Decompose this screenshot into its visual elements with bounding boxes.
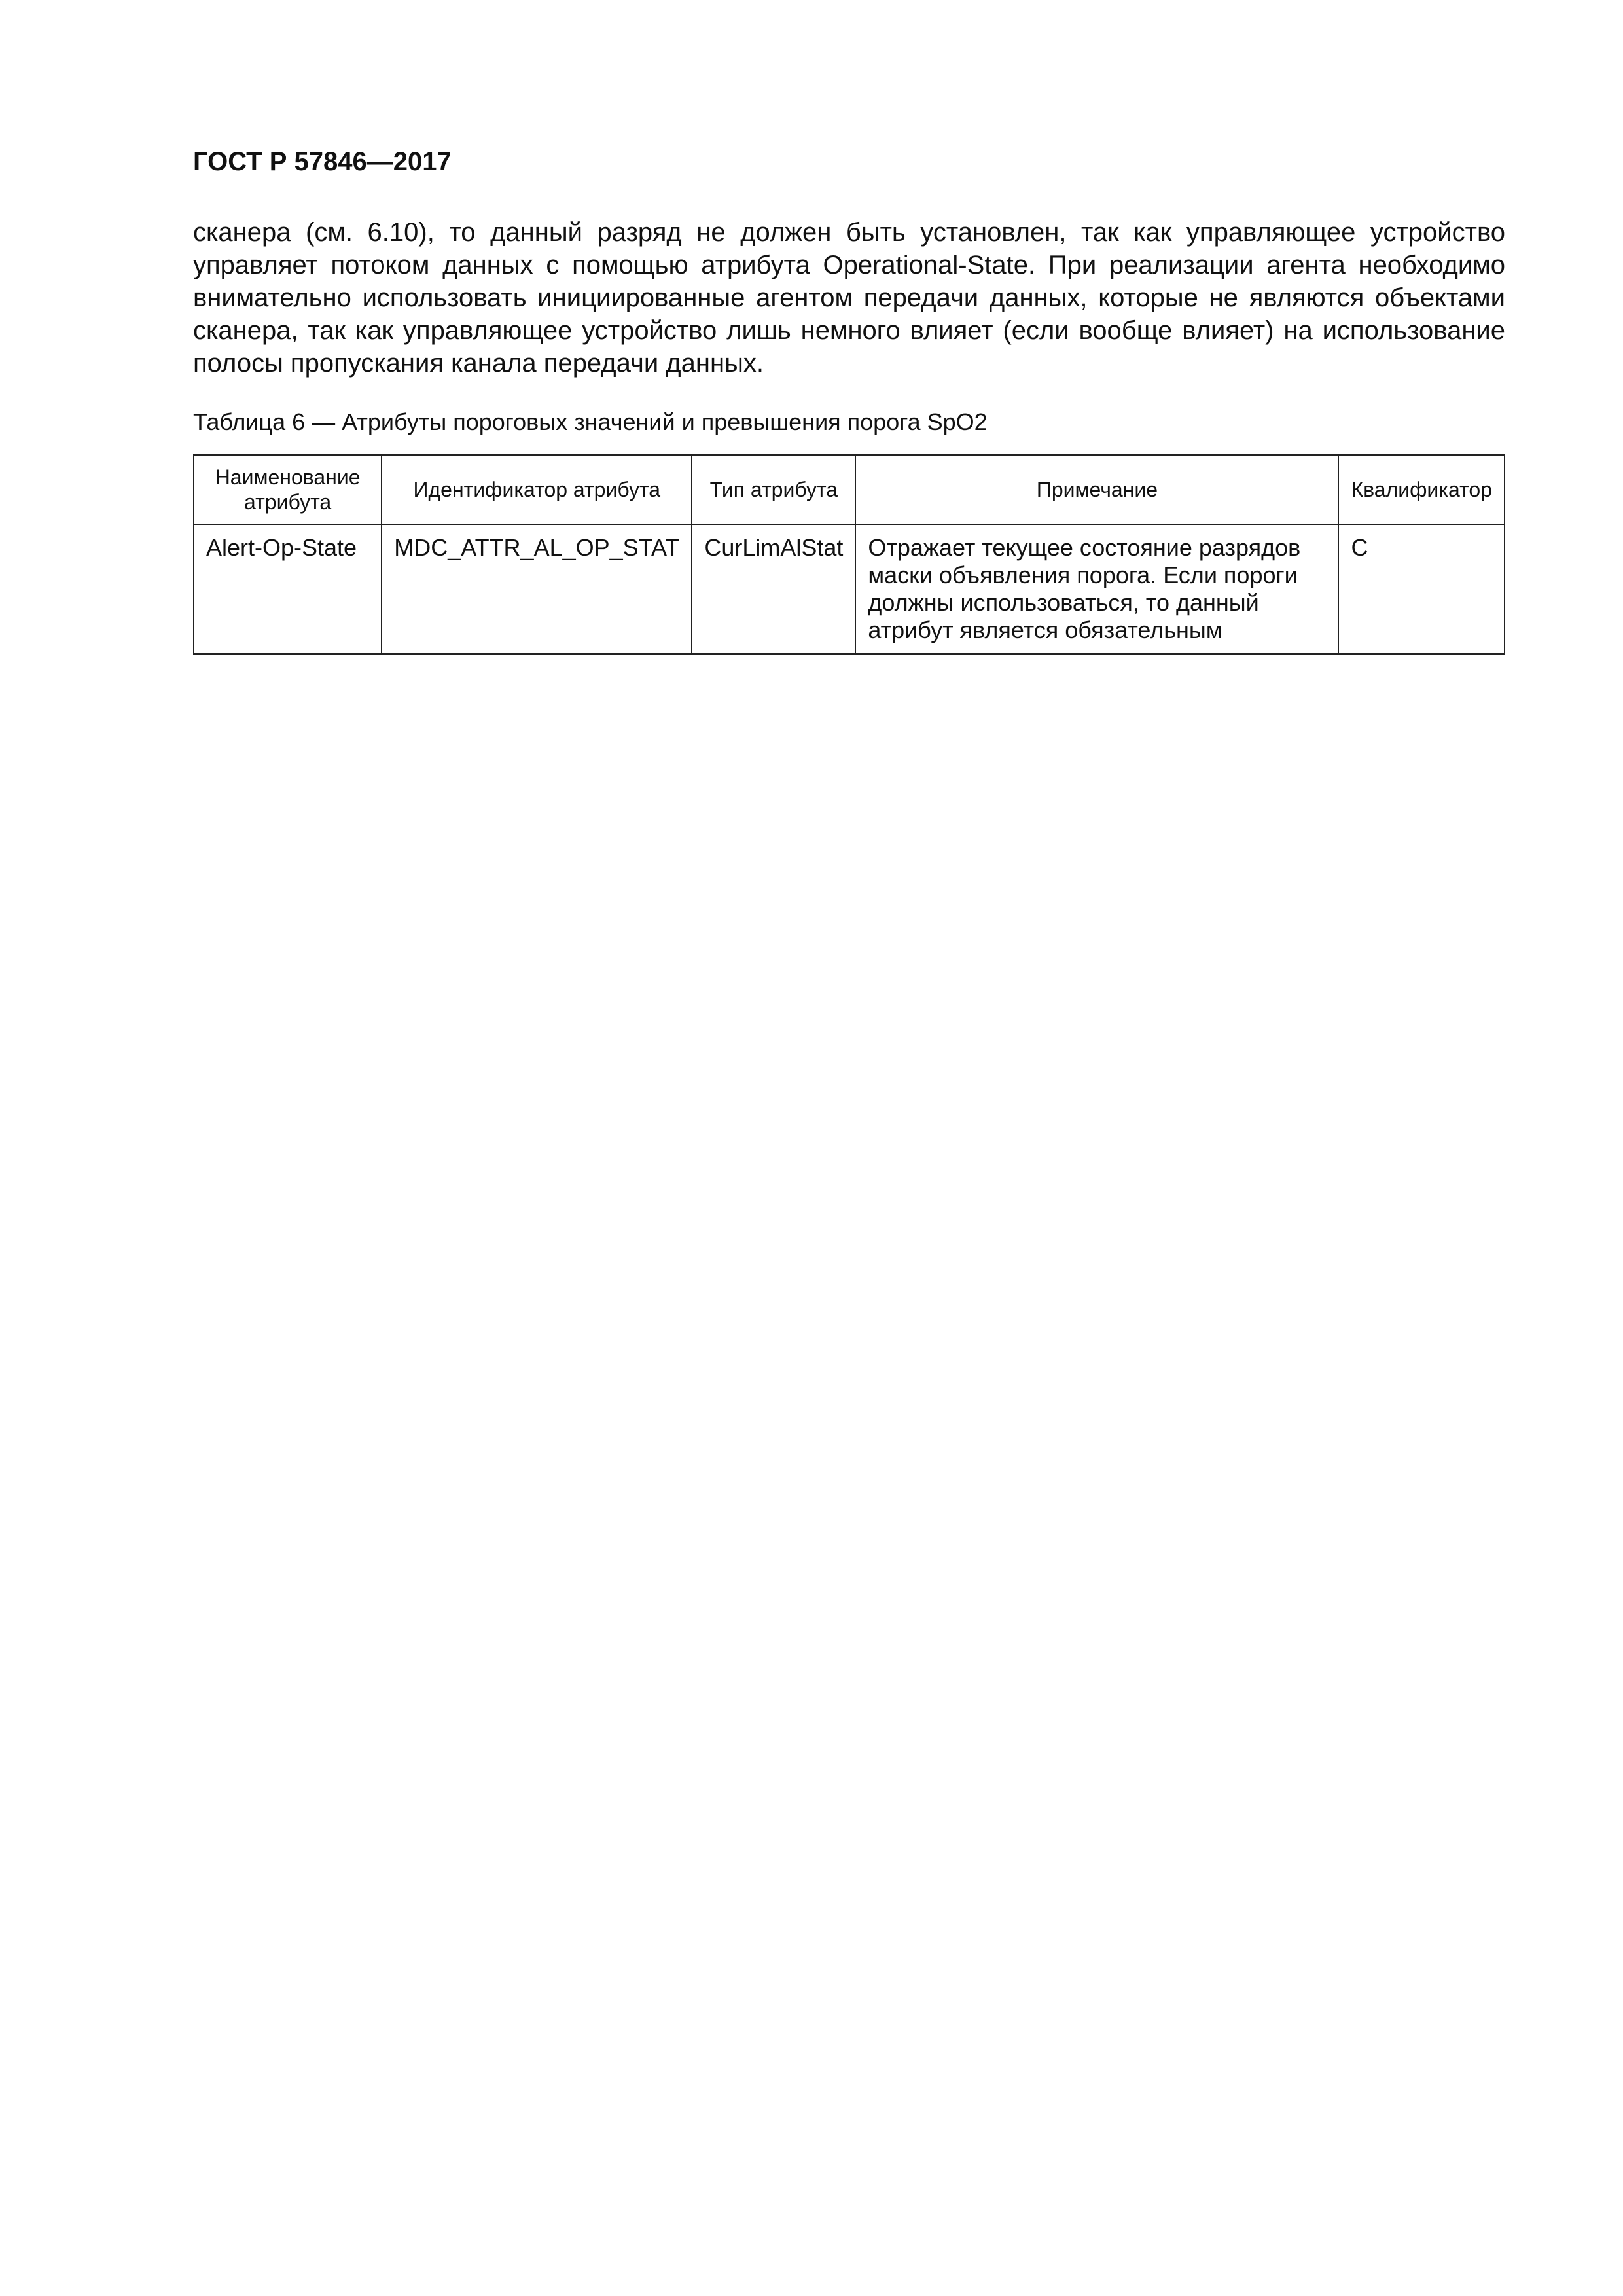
attribute-qualifier-cell: C <box>1338 524 1505 654</box>
intro-paragraph-1: сканера (см. 6.10), то данный разряд не должен быть установлен, так как управляющее устройство управляет потоком данных с помощью атрибута Operational-State. При реализации агента необходимо внимательно использовать инициированные агентом передачи данных, которые не являются объектами сканера, так как управляющее устройство лишь немного влияет (если вообще влияет) на использование полосы пропускания канала передачи данных. <box>193 218 1505 378</box>
table-caption: Таблица 6 — Атрибуты пороговых значений и превышения порога SpO2 <box>193 408 988 435</box>
document-page <box>193 147 1505 655</box>
attribute-name-cell: Alert-Op-State <box>194 524 382 654</box>
header-cell: Наименование атрибута <box>194 455 382 524</box>
attribute-note-cell: Отражает текущее состояние разрядов маски объявления порога. Если пороги должны использоваться, то данный атрибут является обязательным <box>855 524 1338 654</box>
attributes-table <box>193 454 1505 655</box>
header-cell: Примечание <box>855 455 1338 524</box>
document-code: ГОСТ Р 57846—2017 <box>193 147 452 176</box>
header-cell: Идентификатор атрибута <box>382 455 692 524</box>
header-cell: Тип атрибута <box>692 455 855 524</box>
attribute-type-cell: CurLimAlStat <box>692 524 855 654</box>
table-row <box>194 524 1505 654</box>
header-cell: Квалификатор <box>1338 455 1505 524</box>
attribute-id-cell: MDC_ATTR_AL_OP_STAT <box>382 524 692 654</box>
table-header-row <box>194 455 1505 524</box>
